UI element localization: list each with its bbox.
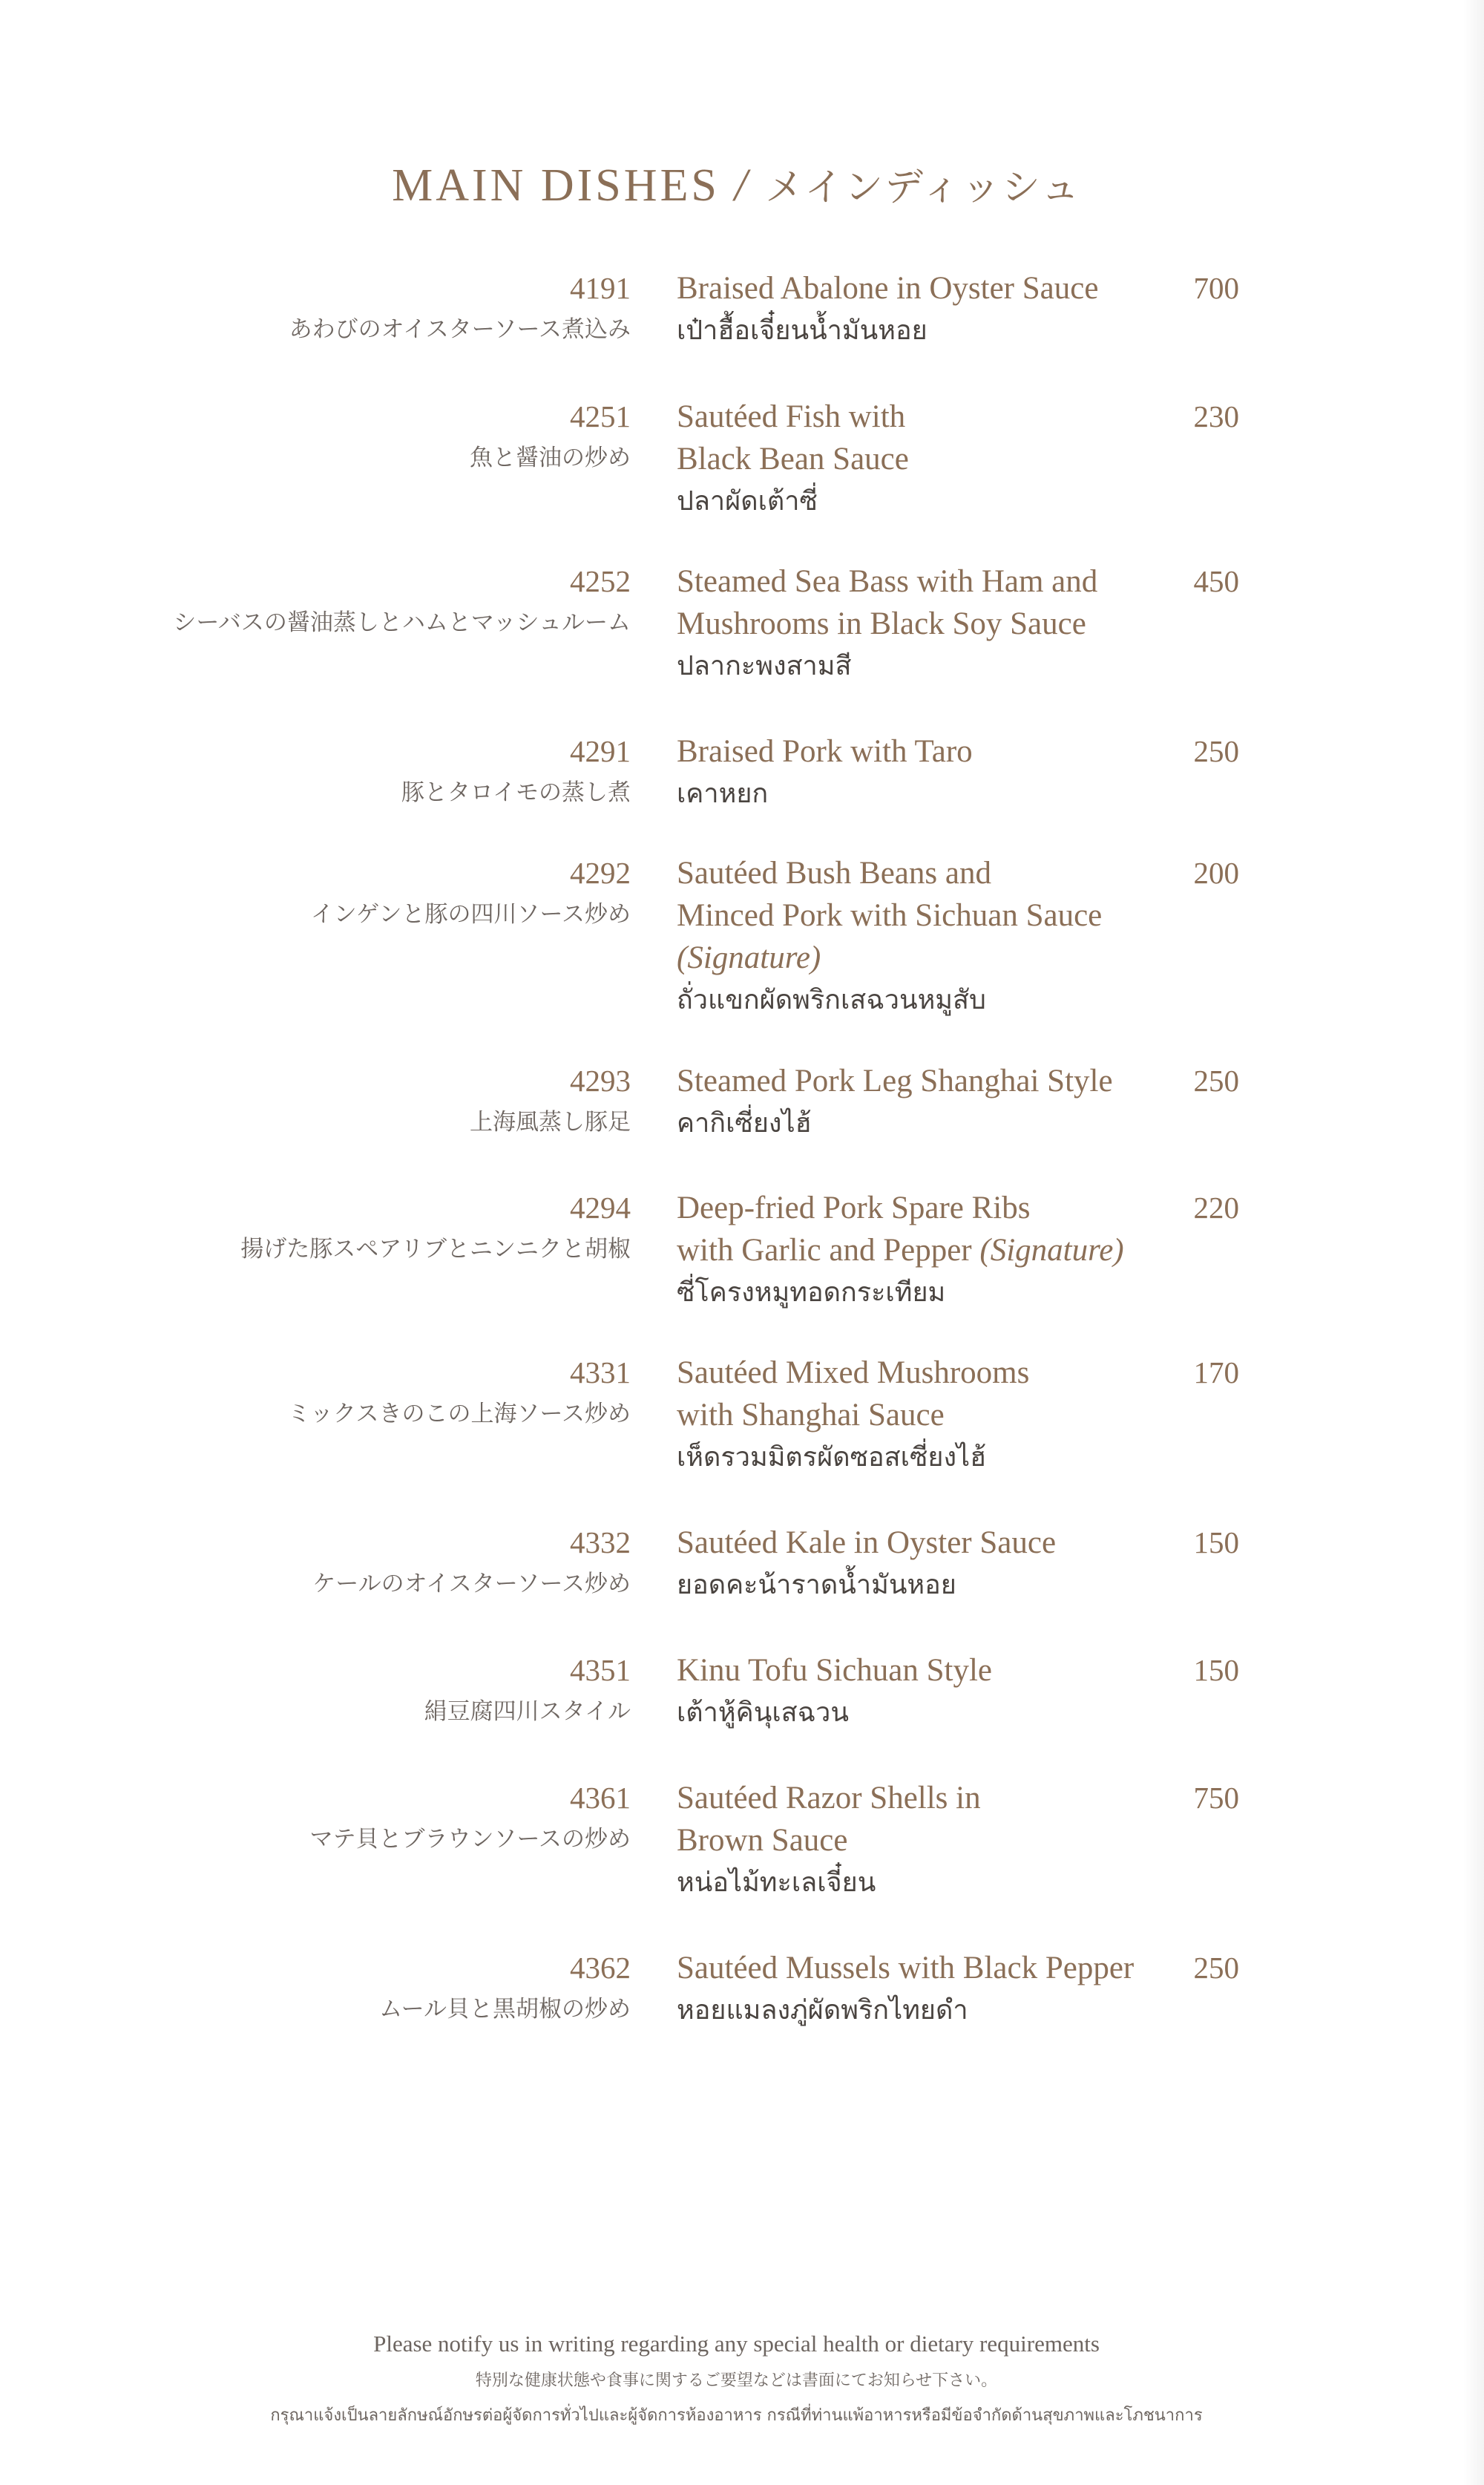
item-name-english-line xyxy=(677,603,1181,645)
item-code: 4251 xyxy=(570,399,631,433)
item-name-english-text: Sautéed Razor Shells in xyxy=(677,1781,981,1816)
item-price: 150 xyxy=(1193,1525,1239,1559)
item-name-japanese: あわびのオイスターソース煮込み xyxy=(289,316,631,343)
item-name-english-text: with Shanghai Sauce xyxy=(677,1398,945,1433)
item-name-japanese: マテ貝とブラウンソースの炒め xyxy=(309,1826,631,1853)
item-name-thai: ปลากะพงสามสี xyxy=(677,651,852,681)
item-name-english-line xyxy=(677,1522,1181,1564)
item-name-japanese: 豚とタロイモの蒸し煮 xyxy=(401,779,631,806)
item-name-english-text: Sautéed Kale in Oyster Sauce xyxy=(677,1525,1057,1560)
item-name-block xyxy=(677,1352,1181,1479)
item-price: 230 xyxy=(1193,399,1239,433)
item-name-english-text: Steamed Pork Leg Shanghai Style xyxy=(677,1064,1113,1099)
item-code: 4362 xyxy=(570,1951,631,1985)
item-name-block xyxy=(677,1649,1181,1734)
item-name-thai: เคาหยก xyxy=(677,779,769,809)
item-price: 750 xyxy=(1193,1781,1239,1815)
item-price: 170 xyxy=(1193,1355,1239,1389)
item-code: 4332 xyxy=(570,1525,631,1559)
item-name-english-line xyxy=(677,1947,1181,1989)
item-code: 4292 xyxy=(570,856,631,890)
item-code: 4293 xyxy=(570,1064,631,1098)
item-code: 4191 xyxy=(570,271,631,305)
item-name-japanese: ミックスきのこの上海ソース炒め xyxy=(287,1401,631,1427)
item-name-thai: ถั่วแขกผัดพริกเสฉวนหมูสับ xyxy=(677,985,986,1015)
item-name-english-text: Kinu Tofu Sichuan Style xyxy=(677,1653,992,1688)
item-name-thai: เต้าหู้คินุเสฉวน xyxy=(677,1697,849,1728)
item-name-english-text: Deep-fried Pork Spare Ribs xyxy=(677,1191,1031,1225)
item-name-japanese: 上海風蒸し豚足 xyxy=(470,1109,631,1136)
item-name-thai: หอยแมลงภู่ผัดพริกไทยดำ xyxy=(677,1995,968,2026)
footer-notice-english: Please notify us in writing regarding any special health or dietary requirements xyxy=(373,2331,1100,2357)
item-name-english-text: Sautéed Mixed Mushrooms xyxy=(677,1355,1030,1390)
item-name-english-text: Sautéed Fish with xyxy=(677,399,906,434)
item-name-block xyxy=(677,1947,1181,2031)
item-price: 250 xyxy=(1193,734,1239,768)
item-name-english-line xyxy=(677,438,1181,480)
item-name-japanese: インゲンと豚の四川ソース炒め xyxy=(310,901,631,928)
item-name-thai: คากิเซี่ยงไฮ้ xyxy=(677,1108,812,1139)
item-price: 200 xyxy=(1193,856,1239,890)
item-name-english-line xyxy=(677,396,1181,438)
footer-notice-japanese: 特別な健康状態や食事に関するご要望などは書面にてお知らせ下さい。 xyxy=(475,2371,998,2390)
item-name-block xyxy=(677,1187,1181,1314)
item-name-english-line xyxy=(677,1229,1181,1271)
title-english: MAIN DISHES xyxy=(392,160,720,211)
item-name-english-text: Braised Abalone in Oyster Sauce xyxy=(677,271,1099,306)
item-name-english-text: Minced Pork with Sichuan Sauce xyxy=(677,898,1103,933)
item-name-japanese: シーバスの醤油蒸しとハムとマッシュルーム xyxy=(173,609,631,636)
item-name-block xyxy=(677,1522,1181,1606)
item-price: 250 xyxy=(1193,1951,1239,1985)
item-name-english-line xyxy=(677,1187,1181,1229)
item-code: 4252 xyxy=(570,564,631,598)
item-name-thai: ซี่โครงหมูทอดกระเทียม xyxy=(677,1277,946,1308)
item-name-thai: ยอดคะน้าราดน้ำมันหอย xyxy=(677,1570,956,1600)
item-code: 4351 xyxy=(570,1653,631,1687)
item-name-english-line xyxy=(677,267,1181,310)
item-code: 4291 xyxy=(570,734,631,768)
item-name-english-line xyxy=(677,852,1181,894)
item-name-english-text: Brown Sauce xyxy=(677,1823,848,1858)
item-code: 4331 xyxy=(570,1355,631,1389)
item-name-english-line xyxy=(677,1394,1181,1436)
item-name-block xyxy=(677,1060,1181,1145)
item-name-japanese: 魚と醤油の炒め xyxy=(470,445,631,471)
item-name-thai: ปลาผัดเต้าซี่ xyxy=(677,486,818,517)
item-name-block xyxy=(677,560,1181,687)
item-name-block xyxy=(677,730,1181,815)
item-name-block xyxy=(677,396,1181,523)
item-name-english-line xyxy=(677,1777,1181,1819)
page-title xyxy=(0,156,1473,212)
item-name-block xyxy=(677,1777,1181,1904)
item-name-thai: เป๋าฮื้อเจี๋ยนน้ำมันหอย xyxy=(677,315,928,346)
signature-tag: (Signature) xyxy=(979,1233,1124,1268)
item-name-english-line xyxy=(677,560,1181,603)
item-name-english-line xyxy=(677,1649,1181,1692)
item-name-thai: เห็ดรวมมิตรผัดซอสเซี่ยงไฮ้ xyxy=(677,1442,987,1473)
item-name-english-text: Sautéed Mussels with Black Pepper xyxy=(677,1951,1135,1985)
item-name-thai: หน่อไม้ทะเลเจี๋ยน xyxy=(677,1867,876,1898)
signature-tag: (Signature) xyxy=(677,940,821,975)
item-name-japanese: ケールのオイスターソース炒め xyxy=(312,1571,631,1597)
item-name-english-line xyxy=(677,894,1181,937)
item-name-japanese: 揚げた豚スペアリブとニンニクと胡椒 xyxy=(240,1236,631,1263)
item-name-english-text: Sautéed Bush Beans and xyxy=(677,856,991,891)
page-edge-shadow xyxy=(1463,0,1484,2485)
title-separator: / xyxy=(734,160,751,211)
item-name-english-text: Braised Pork with Taro xyxy=(677,734,973,769)
item-price: 150 xyxy=(1193,1653,1239,1687)
item-price: 250 xyxy=(1193,1064,1239,1098)
item-code: 4361 xyxy=(570,1781,631,1815)
item-name-english-line xyxy=(677,730,1181,773)
item-name-english-line xyxy=(677,1352,1181,1394)
item-name-english-text: Mushrooms in Black Soy Sauce xyxy=(677,606,1086,641)
item-name-block xyxy=(677,852,1181,1021)
item-name-japanese: ムール貝と黒胡椒の炒め xyxy=(379,1996,631,2023)
item-name-japanese: 絹豆腐四川スタイル xyxy=(424,1698,631,1725)
item-name-block xyxy=(677,267,1181,352)
item-price: 220 xyxy=(1193,1191,1239,1225)
item-name-english-line xyxy=(677,1819,1181,1862)
footer-notice-thai: กรุณาแจ้งเป็นลายลักษณ์อักษรต่อผู้จัดการทั่วไปและผู้จัดการห้องอาหาร กรณีที่ท่านแพ้อาหารหรือมีข้อจำกัดด้านสุขภาพและโภชนาการ xyxy=(270,2406,1203,2425)
item-name-english-line xyxy=(677,1060,1181,1102)
item-name-english-text: with Garlic and Pepper xyxy=(677,1233,972,1268)
title-japanese: メインディッシュ xyxy=(765,166,1081,210)
item-name-english-text: Black Bean Sauce xyxy=(677,442,909,477)
item-price: 450 xyxy=(1193,564,1239,598)
item-name-english-text: Steamed Sea Bass with Ham and xyxy=(677,564,1098,599)
item-price: 700 xyxy=(1193,271,1239,305)
item-code: 4294 xyxy=(570,1191,631,1225)
